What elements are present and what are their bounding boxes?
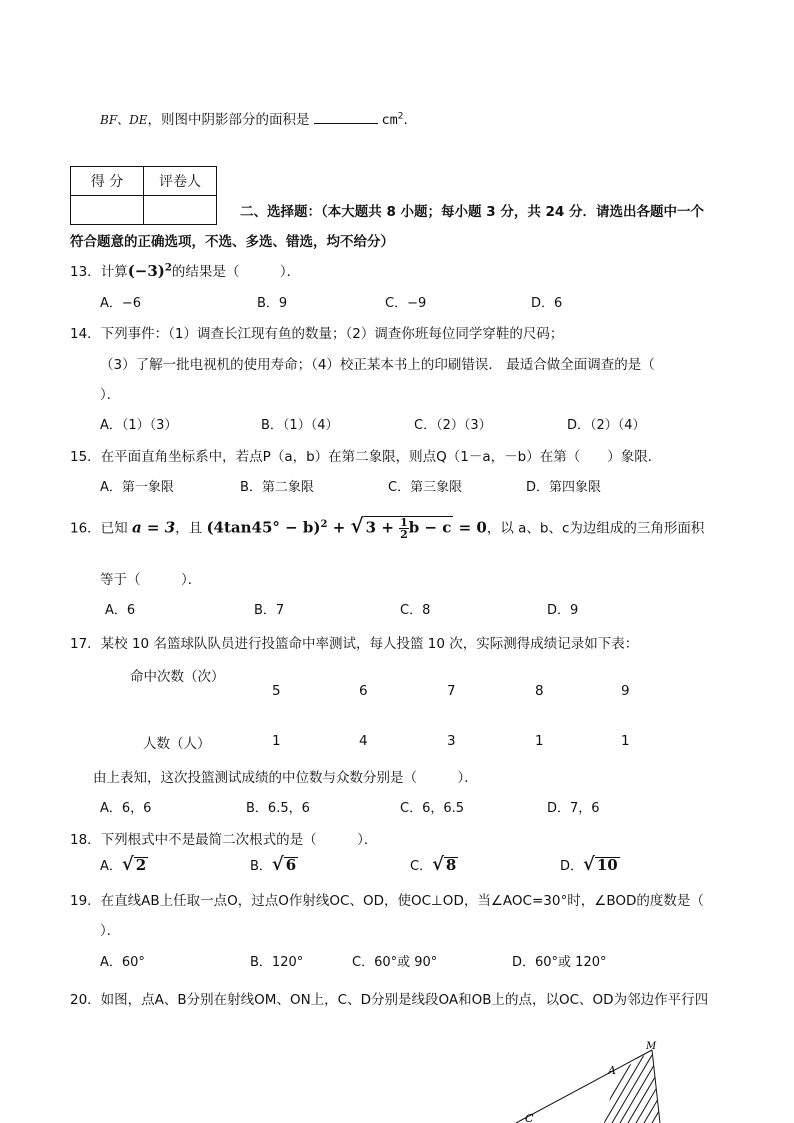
- q16-frac-den: 2: [400, 528, 408, 541]
- answer-blank[interactable]: [314, 123, 378, 124]
- q17-option-c[interactable]: C．6，6.5: [400, 801, 465, 816]
- q17-row2-value: 1: [621, 733, 630, 749]
- q13-option-d[interactable]: D．6: [531, 296, 563, 311]
- q18-option-b[interactable]: [250, 854, 298, 875]
- q16-post: ，以 a、b、c为边组成的三角形面积: [486, 520, 705, 537]
- q19-option-d[interactable]: D．60°或 120°: [512, 955, 607, 970]
- radical-icon: √: [121, 854, 134, 875]
- q19-line2: ）．: [100, 923, 121, 939]
- q19-option-a[interactable]: A．60°: [100, 955, 145, 970]
- q16-line2: 等于（ ）．: [100, 572, 202, 588]
- q14-option-b[interactable]: B．（1）（4）: [261, 418, 339, 433]
- q13-number: 13．: [70, 264, 101, 280]
- q13-post: 的结果是（ ）．: [171, 264, 301, 280]
- q13-pre: 计算: [100, 264, 128, 280]
- q18-option-a[interactable]: [100, 854, 148, 875]
- q19-option-b[interactable]: B．120°: [250, 955, 304, 970]
- q16-mid: ，且: [175, 520, 203, 537]
- q16-plus: +: [327, 518, 351, 537]
- radical-icon: √: [271, 854, 284, 875]
- q13-option-a[interactable]: A．−6: [100, 296, 142, 311]
- grader-cell[interactable]: [144, 196, 217, 225]
- q17-row2-value: 3: [447, 733, 456, 749]
- q16-frac-num: 1: [400, 516, 408, 529]
- section-title-line2: 符合题意的正确选项，不选、多选、错选，均不给分）: [70, 234, 394, 250]
- prev-question-end: .: [403, 112, 408, 128]
- q16-option-a[interactable]: A．6: [105, 603, 136, 618]
- q17-row2-label: 人数（人）: [143, 736, 211, 752]
- q13-option-b[interactable]: B．9: [257, 296, 288, 311]
- q18-option-c[interactable]: [410, 854, 458, 875]
- q17-option-a[interactable]: A．6，6: [100, 801, 152, 816]
- q17-row1-value: 7: [447, 683, 456, 699]
- question-16: [70, 512, 704, 542]
- q16-expr1: (4tan45° − b): [206, 518, 321, 537]
- prev-question-unit-exp: 2: [397, 111, 404, 122]
- q18-option-c-radicand: 8: [445, 856, 457, 874]
- q15-option-a[interactable]: A．第一象限: [100, 480, 174, 495]
- score-table: [70, 166, 217, 225]
- ray-om: [516, 1050, 652, 1123]
- score-header: 得 分: [71, 167, 144, 196]
- q16-option-b[interactable]: B．7: [254, 603, 285, 618]
- q18-option-d[interactable]: [560, 854, 620, 875]
- q17-row1-value: 6: [359, 683, 368, 699]
- q20-figure: [500, 1040, 680, 1123]
- radical-icon: √: [583, 854, 595, 875]
- prev-question-unit: cm: [381, 112, 398, 128]
- q16-number: 16．已知: [70, 520, 128, 537]
- q16-a-equals: a = 3: [131, 518, 176, 537]
- q17-row2-value: 1: [535, 733, 544, 749]
- q20-line: 20．如图，点A、B分别在射线OM、ON上，C、D分别是线段OA和OB上的点，以OC、OD为邻边作平行四: [70, 992, 709, 1008]
- q18-option-a-letter: A．: [100, 859, 122, 874]
- q16-root-pre: 3 +: [365, 518, 400, 537]
- prev-question-text: ，则图中阴影部分的面积是: [147, 112, 310, 128]
- q17-option-b[interactable]: B．6.5，6: [246, 801, 310, 816]
- q17-line2: 由上表知，这次投篮测试成绩的中位数与众数分别是（ ）．: [93, 770, 478, 786]
- grader-header: 评卷人: [144, 167, 217, 196]
- q14-line3: ）．: [100, 387, 121, 403]
- label-c: C: [525, 1112, 534, 1123]
- section-title-line1: 二、选择题：（本大题共 8 小题；每小题 3 分，共 24 分．请选出各题中一个: [240, 204, 705, 220]
- q18-option-d-radicand: 10: [596, 856, 618, 874]
- q17-row2-value: 1: [272, 733, 281, 749]
- q14-line1: 14．下列事件：（1）调查长江现有鱼的数量；（2）调查你班每位同学穿鞋的尺码；: [70, 326, 564, 342]
- q13-expression: (−3): [127, 262, 165, 280]
- label-a: A: [608, 1064, 616, 1077]
- radical-icon: √: [432, 854, 444, 875]
- q15-option-d[interactable]: D．第四象限: [526, 480, 602, 495]
- q17-row2-value: 4: [359, 733, 368, 749]
- q18-option-c-letter: C．: [410, 859, 433, 874]
- q16-eq-zero: = 0: [453, 518, 487, 537]
- q13-exponent: 2: [164, 262, 172, 274]
- q19-option-c[interactable]: C．60°或 90°: [352, 955, 438, 970]
- q14-line2: （3）了解一批电视机的使用寿命；（4）校正某本书上的印刷错误． 最适合做全面调查的是（: [100, 357, 655, 373]
- q17-line: 17．某校 10 名篮球队队员进行投篮命中率测试，每人投篮 10 次，实际测得成绩记录如下表：: [70, 636, 639, 652]
- q18-option-b-radicand: 6: [285, 856, 297, 874]
- q17-row1-label: 命中次数（次）: [130, 669, 225, 685]
- prev-question-segments: BF、DE: [100, 113, 148, 127]
- q18-option-b-letter: B．: [250, 859, 272, 874]
- q15-option-c[interactable]: C．第三象限: [388, 480, 463, 495]
- q15-line: 15．在平面直角坐标系中，若点P（a，b）在第二象限，则点Q（1－a，－b）在第（ ）象限．: [70, 449, 662, 465]
- q18-option-d-letter: D．: [560, 859, 584, 874]
- q16-exponent: 2: [320, 519, 328, 530]
- q16-root-sign: √: [350, 513, 364, 538]
- q16-radicand: [364, 516, 454, 540]
- q13-option-c[interactable]: C．−9: [385, 296, 427, 311]
- q14-option-c[interactable]: C．（2）（3）: [414, 418, 492, 433]
- q19-line1: 19．在直线AB上任取一点O，过点O作射线OC、OD，使OC⊥OD，当∠AOC=30°时，∠BOD的度数是（: [70, 893, 704, 909]
- q18-option-a-radicand: 2: [135, 856, 147, 874]
- q16-root-post: b − c: [408, 518, 452, 537]
- q14-option-a[interactable]: A．（1）（3）: [100, 418, 178, 433]
- q17-option-d[interactable]: D．7，6: [547, 801, 600, 816]
- q17-row1-value: 9: [621, 683, 630, 699]
- q16-fraction: [399, 517, 409, 540]
- q17-row1-value: 5: [272, 683, 281, 699]
- q18-line: 18．下列根式中不是最简二次根式的是（ ）．: [70, 832, 378, 848]
- q16-option-c[interactable]: C．8: [400, 603, 431, 618]
- q15-option-b[interactable]: B．第二象限: [240, 480, 314, 495]
- q17-row1-value: 8: [535, 683, 544, 699]
- q14-option-d[interactable]: D．（2）（4）: [567, 418, 646, 433]
- q16-option-d[interactable]: D．9: [547, 603, 579, 618]
- question-13: [70, 260, 300, 280]
- prev-question-tail: [100, 108, 408, 128]
- label-m: M: [646, 1041, 657, 1052]
- score-cell[interactable]: [71, 196, 144, 225]
